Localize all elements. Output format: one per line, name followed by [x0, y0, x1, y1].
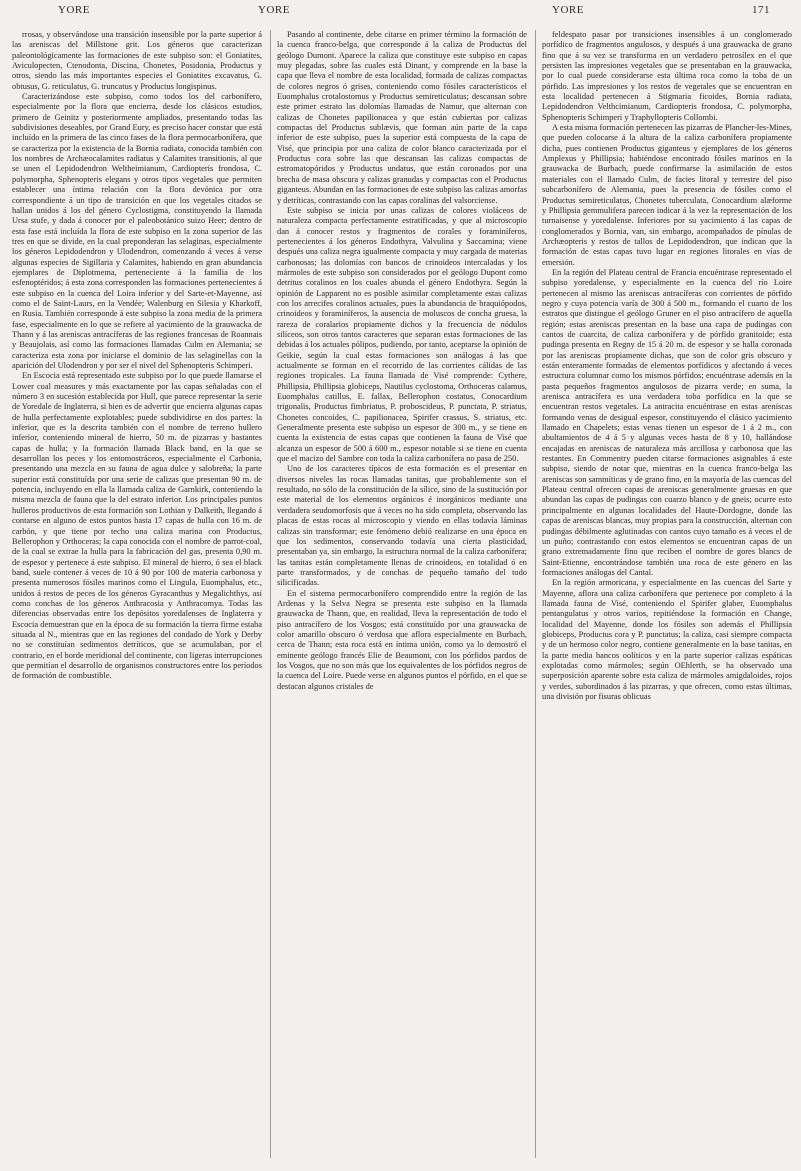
page-header	[0, 4, 801, 22]
paragraph: Este subpiso se inicia por unas calizas de colores violáceos de naturaleza compacta perfectamente estratificadas, y que al microscopio dan á conocer restos y fragmentos de corales y foraminíferos, pertenecientes á los géneros Endothyra, Valvulina y Saccamina; viene después una caliza negra igualmente compacta y muy cargada de materias carbonosas; las dolomías con bancos de crinoideos intercaladas y los mármoles de este subpiso son considerados por el geólogo Dupont como detritus coralinos en los cuales abunda el género Endothyra. Según la opinión de Lapparent no es posible asimilar completamente estas calizas con los arrecifes coralinos actuales, pues la abundancia de braquiópodos, crinoideos y foraminíferos, la ausencia de moluscos de concha gruesa, la rareza de coralarios propiamente dichos y la frecuencia de nódulos silíceos, son otros tantos caracteres que separan estas formaciones de las debidas á los actuales pólipos, pudiendo, por tanto, aceptarse la opinión de Geikie, según la cual estas formaciones son análogas á las que actualmente se forman en el recorrido de las corrientes cálidas de las regiones tropicales. La fauna llamada de Visé comprende: Cythere, Phillipsia, Phillipsia globiceps, Nautilus cyclostoma, Orthoceras calamus, Euomphalus catillus, E. fallax, Bellerophon costatus, Conocardium trigonalis, Productus fimbriatus, P. proboscideus, P. punctata, P. striatus, Chonetes concoides, C. papilionacea, Spirifer crassus, S. striatus, etc. Generalmente presenta este subpiso un espesor de 300 m., y se tiene en cuenta la existencia de estas capas que contienen la fauna de Visé que alcanza un espesor de 500 á 600 m., espesor notable si se tiene en cuenta que el macizo del Sambre con toda la caliza carbonífera no pasa de 250.	[277, 205, 527, 464]
column-1	[12, 30, 262, 1162]
running-head-right: YORE	[552, 4, 584, 16]
paragraph: Caracterizándose este subpiso, como todos los del carbonífero, especialmente por la flora que encierra, desde los clásicos estudios, primero de Geinitz y posteriormente ampliados, presentando todas las subdivisiones deseables, por Grand Eury, es preciso hacer constar que está incluído en la primera de las cinco fases de la flora permocarbonífera, que se caracteriza por la existencia de la Bornia radiata, conocida también con los nombres de Archæocalamites radiatus y Calamites transitionis, al que se unen el Lepidodendron Weltheimianum, Cardiopteris frondosa, C. polymorpha, Sphenopteris elegans y otros tipos vegetales que permiten establecer una íntima relación con la flora devónica por otra correspondiente á un tipo de transición en que los vegetales citados se hallan unidos á los del género Cyclostigma, constituyendo la llamada Ursa stufe, y dada á conocer por el paleobotánico suizo Heer; dentro de esta fase está incluída la flora de este subpiso en la zona superior de las tres en que se divide, en la cual preponderan las selaginas, especialmente los géneros Lepidodendron y Ulodendron, comenzando á veces á verse algunas especies de Sigillaria y Calamites, habiendo en gran abundancia ejemplares de Diplotmema, perteneciente á la familia de los esfenoptéridos; á esta zona corresponden las formaciones pertenecientes á este subpiso en la cuenca del Loira inferior y del Sarte-et-Mayenne, así como el de Saint-Laurs, en la Vendée; Walenburg en Silesia y Kharkoff, en Rusia. También corresponde á este subpiso la zona media de la primera fase, especialmente en lo que se refiere al yacimiento de la grauwacka de Thann y á las areniscas antracíferas de las regiones francesas de Roannais y Beaujolais, así como las formaciones llamadas Culm en Alemania; se caracteriza esta zona por iniciarse el dominio de las selaginellas con la aparición del Ulodendron y por ser el nivel del Sphenopteris Schimperi.	[12, 92, 262, 370]
running-head-left: YORE	[58, 4, 90, 16]
paragraph: feldespato pasar por transiciones insensibles á un conglomerado porfídico de fragmentos angulosos, y después á una grauwacka de grano fino que á su vez se transforma en un verdadero petrosílex en el que persisten las impresiones vegetales que se presentaban en la grauwacka, por lo cual puede considerarse esta última roca como la toba de un pórfido. Las impresiones y los restos de vegetales que se encuentran en esta localidad pertenecen á Stigmaria ficoides, Bornia radiata, Lepidodendron Velthcimianum, Cardiopteris frondosa, C. polymorpha, Sphenopteris Schimperi y Traphyllopteris Collombi.	[542, 30, 792, 122]
paragraph: Uno de los caracteres típicos de esta formación es el presentar en diversos niveles las rocas llamadas tanitas, que probablemente son el resultado, no sólo de la constitución de la sílice, sino de la sustitución por este material de los elementos orgánicos é inorgánicos mediante una verdadera seudomorfosis que á veces no ha sido completa, observando las placas de estas rocas al microscopio y viendo en ellas todavía láminas calizas sin transformar; este fenómeno debió realizarse en una época en que los sedimentos, conservando todavía una cierta plasticidad, presentaban ya, sin embargo, la estructura normal de la caliza carbonífera; las tanitas están completamente llenas de crinoideos, en totalidad ó en parte transformados, y de conchas de pequeño tamaño del todo silicificadas.	[277, 464, 527, 588]
paragraph: En el sistema permocarbonífero comprendido entre la región de las Ardenas y la Selva Negra se presenta este subpiso en la llamada grauwacka de Thann, que, en realidad, lleva la representación de todo el piso antracífero de los Vosgos; está constituído por una grauwacka de color amarillo obscuro ó verdosa que aflora especialmente en Burbach, cerca de Thann; esta roca está en íntima unión, como ya lo demostró el eminente geólogo francés Elie de Beaumont, con los pórfidos pardos de los Vosgos, que no son más que los equivalentes de los pórfidos negros de la cuenca del Loire. Puede verse en algunos puntos el pórfido, en el que se destacan algunos cristales de	[277, 588, 527, 691]
text-columns	[12, 30, 791, 1162]
running-head-middle: YORE	[258, 4, 290, 16]
page-number: 171	[752, 4, 770, 16]
column-2	[277, 30, 527, 1162]
paragraph: En la región armoricana, y especialmente en las cuencas del Sarte y Mayenne, aflora una caliza carbonífera que pertenece por completo á la llamada fauna de Visé, conteniendo el Spirifer glaber, Euomphalus pentangulatus y otros varios, repitiéndose la formación en Change, localidad del Mayenne, donde los fósiles son además el Phillipsia globiceps, Productus cora y P. punctatus; la caliza, casi siempre compacta y de un hermoso color negro, contiene generalmente en la base tanitas, en la parte media bancos oolíticos y en la parte superior calizas espáticas explotadas como mármoles; según OEhlerth, se ha observado una superposición aparente sobre esta caliza de mármoles amigdaloides, rojos y verdes, subordinados á las pizarras, y que ofrecen, como estas últimas, una división por fisuras oblicuas	[542, 578, 792, 701]
paragraph: A esta misma formación pertenecen las pizarras de Plancher-les-Mines, que pueden colocarse á la altura de la caliza carbonífera propiamente dicha, pues contienen Productus giganteus y ejemplares de los géneros Amplexus y Phillipsia; habiéndose encontrado fósiles marinos en la grauwacka de Burbach, puede confirmarse la asimilación de estos materiales con el llamado Culm, de facies litoral y terrestre del piso subcarbonífero de Alemania, pues la presencia de fósiles como el Productus semireticulatus, Chonetes tuberculata, Conocardium alæforme y Phillipsia gemmulifera parecen indicar á la vez la representación de los turnaisense y yoredalense. Inferiores por su yacimiento á las capas de conglomerados y Bornia, van, sin embargo, acompañados de pínulas de Archæopteris y restos de tallos de Lepidodendron, que indican que la formación de estas capas tuvo lugar en regiones litorales en vías de emersión.	[542, 123, 792, 267]
paragraph: rrosas, y observándose una transición insensible por la parte superior á las areniscas del Millstone grit. Los géneros que caracterizan paleontológicamente las formaciones de este subpiso son: el Goniatites, Aviculopecten, Ctenodonta, Discina, Chonetes, Posidonia, Productus y otros, siendo las más importantes especies el Goniatites excavatus, G. obtusus, G. reticulatus, G. truncatus y Productus longispinus.	[12, 30, 262, 91]
paragraph: Pasando al continente, debe citarse en primer término la formación de la cuenca franco-belga, que corresponde á la caliza de Productus del geólogo Dumont. Aparece la caliza que constituye este subpiso en capas muy plegadas, sobre las cuales está Dinant, y comprende en la base la capa que lleva el nombre de esta localidad, formada de calizas compactas de colores negros ó grises, conteniendo como fósiles característicos el Euomphalus crotalostomus y Productus semireticulatus; descansan sobre este primer estrato las dolomías llamadas de Namur, que alternan con calizas de Chonetes papilionacea y que están cubiertas por calizas compactas del Productus sublævis, que forman aún parte de la capa inferior de este subpiso, pues la superior está compuesta de la capa de Visé, que principia por una caliza de color blanco caracterizada por el Productus cora sobre las que descansan las calizas compactas de estromatopóridos y Productus undatus, que están coronados por una brecha de masa obscura y calizas granudas y compactas con el Productus giganteus. Abundan en las formaciones de este subpiso las calizas amorfas y detríticas, contrastando con las capas coralinas del valsorciense.	[277, 30, 527, 205]
paragraph: En la región del Plateau central de Francia encuéntrase representado el subpiso yoredalense, y especialmente en la cuenca del río Loire pertenecen al mismo las areniscas antracíferas con corrientes de pórfido negro y cuya potencia varía de 300 á 500 m., formando el cuarto de los estratos que distingue el geólogo Gruner en el piso antracífero de aquella región; estas areniscas presentan en la base una capa de pudingas con cantos de cuarcita, de caliza carbonífera y de pórfido granitoide; esta pudinga presenta en Regny de 15 á 20 m. de espesor y se halla coronada por las areniscas propiamente dichas, que son de color gris obscuro y están enteramente formadas de elementos porfídicos y afectando á veces estructura columnar como los mismos pórfidos; encuéntrase además en la pasta pequeños fragmentos angulosos de pizarra verde; en suma, la arenisca antracífera es una verdadera toba porfídica en la que se encuentran restos vegetales. La antracita encuéntrase en estas areniscas formando venas de desigual espesor, constituyendo el clásico yacimiento llamado en Chapelets; estas venas tienen un espesor de 1 á 2 m., con abultamientos de 4 á 5 y algunas veces hasta de 8 y 10, hallándose encajadas en areniscas de naturaleza más arcillosa y carbonosa que las restantes. En Commentry pueden citarse formaciones asignables á este subpiso, siendo de notar que, mientras en la cuenca franco-belga las areniscas son sammíticas y de grano fino, en la mayoría de las cuencas del Plateau central ofrecen capas de areniscas generalmente gruesas en que abundan las capas de pudingas con cuarzo blanco y de gneis; ocurre esto principalmente en algunas localidades del Haute-Dordogne, donde las capas de areniscas blancas, muy propias para la construcción, alternan con pudingas débilmente aglutinadas con cantos cuyo tamaño es á veces el de un puño; contrastando con estos elementos se encuentran capas de un grano extremadamente fino que reciben el nombre de gores blancs de Saint-Etienne, encontrándose también una roca de este género en las formaciones análogas del Cantal.	[542, 267, 792, 577]
column-3	[542, 30, 792, 1162]
paragraph: En Escocia está representado este subpiso por lo que puede llamarse el Lower coal measures y más exactamente por las capas señaladas con el número 3 en sucesión establecida por Hull, que parece representar la serie de Yoredale de Inglaterra, si bien es de advertir que encierra algunas capas de hulla perfectamente explotables; puede subdividirse en dos partes: la inferior, que es la descrita también con el nombre de terreno hullero inferior, conteniendo mineral de hierro, 50 m. de pizarras y bastantes capas de hulla; y la formación llamada Black band, en la que se desarrollan los peces y los entomostráceos, especialmente el Carbonia, presentando una mezcla en su fauna de agua dulce y salobreña; la parte superior está constituída por una serie de calizas que presentan 90 m. de potencia, incluyendo en ella la llamada caliza de Garnkirk, conteniendo la misma mezcla de fauna que la del estrato inferior. Los principales puntos hulleros productivos de esta formación son Lothian y Dalkeith, llegando á contarse en alguno de estos puntos hasta 17 capas de hulla con 16 m. de carbón, y que tiene por techo una caliza marina con Productus, Bellerophon y Orthoceras; la capa conocida con el nombre de parrot-coal, de la cual se extrae la hulla para la fabricación del gas, presenta 0,90 m. de espesor y pertenece á este subpiso. El mineral de hierro, ó sea el black band, suele contener á veces de 10 á 90 por 100 de materia carbonosa y presenta numerosos fósiles marinos como el Lingula, Euomphalus, etc., unidos á restos de peces de los géneros Gyracanthus y Megalichthys, así como conchas de los géneros Anthracosia y Anthracomya. Todas las diferencias observadas entre los depósitos yoredalenses de Inglaterra y Escocia demuestran que en la época de su formación la tierra firme estaba situada al N., mientras que en las regiones del condado de York y Derby no se constituían sedimentos detríticos, que se acumulaban, por el contrario, en el borde meridional del continente, con ligeras interrupciones que permitían el desarrollo de organismos constructores entre los períodos de formación de combustible.	[12, 371, 262, 681]
